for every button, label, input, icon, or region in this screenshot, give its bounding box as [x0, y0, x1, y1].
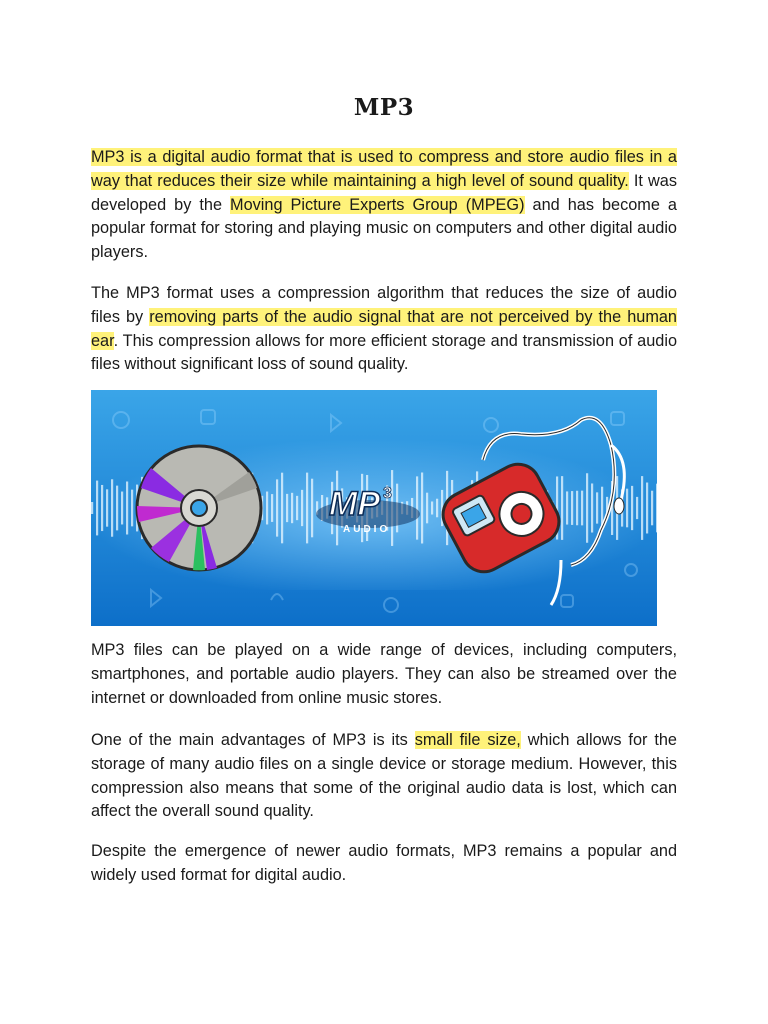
body-text: and has become a popular format for storing and playing music on computers and other digital audio players. — [91, 195, 677, 262]
wave-bar — [306, 473, 308, 544]
wave-bar — [126, 482, 128, 535]
wave-bar — [271, 494, 273, 522]
cd-disc-icon — [137, 446, 261, 570]
highlighted-text: removing parts of the audio signal that are not perceived by the human ear — [91, 307, 677, 350]
wave-bar — [646, 483, 648, 534]
wave-bar — [561, 476, 563, 540]
wave-bar — [296, 496, 298, 520]
wave-bar — [581, 491, 583, 526]
paragraph-advantages — [91, 729, 677, 824]
wave-bar — [266, 492, 268, 525]
wave-bar — [651, 491, 653, 526]
wave-bar — [596, 492, 598, 523]
body-text: MP3 files can be played on a wide range of devices, including computers, smartphones, and portable audio players. They can also be streamed over the internet or downloaded from online music stores. — [91, 641, 677, 707]
paragraph-compression — [91, 282, 677, 377]
wave-bar — [426, 493, 428, 524]
wave-bar — [111, 479, 113, 536]
wave-bar — [626, 489, 628, 528]
wave-bar — [91, 502, 93, 514]
wave-bar — [631, 486, 633, 530]
wave-bar — [96, 481, 98, 536]
body-text: Despite the emergence of newer audio formats, MP3 remains a popular and widely used format for digital audio. — [91, 842, 677, 884]
highlighted-text: small file size, — [414, 731, 521, 749]
body-text: . This compression allows for more efficient storage and transmission of audio files without significant loss of sound quality. — [91, 331, 677, 374]
body-text: which allows for the storage of many audio files on a single device or storage medium. However, this compression also means that some of the original audio data is lost, which can affect the overall sound quality. — [91, 731, 677, 821]
paragraph-devices — [91, 639, 677, 710]
wave-bar — [131, 490, 133, 527]
wave-bar — [641, 476, 643, 540]
wave-bar — [291, 493, 293, 523]
wave-bar — [281, 473, 283, 544]
wave-bar — [636, 497, 638, 519]
wave-bar — [311, 479, 313, 538]
logo-sub-text: AUDIO — [343, 524, 391, 535]
wave-bar — [116, 486, 118, 531]
wave-bar — [416, 476, 418, 539]
wave-bar — [436, 499, 438, 518]
logo-main-text: MP — [329, 485, 380, 523]
wave-bar — [101, 485, 103, 531]
wave-bar — [591, 483, 593, 532]
mp3-illustration — [91, 390, 657, 626]
highlighted-text: MP3 is a digital audio format that is used to compress and store audio files in a way that reduces their size while maintaining a high level of sound quality. — [91, 148, 677, 190]
wave-bar — [286, 494, 288, 522]
highlighted-text: Moving Picture Experts Group (MPEG) — [230, 195, 525, 214]
paragraph-intro — [91, 146, 677, 265]
wave-bar — [301, 490, 303, 526]
logo-superscript-text: 3 — [383, 485, 392, 502]
wave-bar — [566, 491, 568, 524]
body-text: It was developed by the — [91, 171, 677, 214]
wave-bar — [576, 491, 578, 525]
wave-bar — [276, 479, 278, 536]
wave-bar — [656, 484, 657, 533]
wave-bar — [106, 489, 108, 526]
wave-bar — [431, 501, 433, 514]
wave-bar — [571, 491, 573, 525]
wave-bar — [121, 492, 123, 525]
body-text: The MP3 format uses a compression algorithm that reduces the size of audio files by — [91, 284, 677, 326]
wave-bar — [421, 473, 423, 544]
page-title: MP3 — [353, 94, 415, 121]
wave-bar — [586, 473, 588, 543]
paragraph-conclusion — [91, 840, 677, 888]
body-text: One of the main advantages of MP3 is its — [91, 731, 415, 749]
